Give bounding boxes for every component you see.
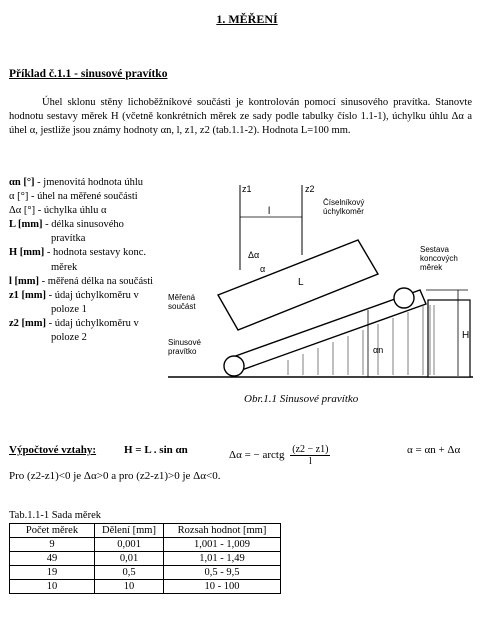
formula-dalpha: Δα = − arctg $\frac{(z2 - z1)}{l}$: [229, 444, 329, 467]
label-bar: Sinusové pravítko: [168, 338, 201, 356]
label-alphan: αn: [373, 345, 384, 355]
label-z2: z2: [305, 184, 315, 194]
table-row: 10 10 10 - 100: [10, 580, 281, 594]
label-H: H: [462, 330, 470, 341]
roller-right: [394, 288, 414, 308]
sine-bar-figure: [168, 180, 478, 385]
label-l: l: [268, 206, 271, 217]
legend-item: L [mm] - délka sinusového pravítka: [9, 219, 124, 245]
gauge-set-table: [9, 523, 281, 594]
example-title: Příklad č.1.1 - sinusové pravítko: [9, 68, 168, 80]
legend-item: z2 [mm] - údaj úchylkoměru v poloze 2: [9, 317, 139, 344]
legend-item: αn [°] - jmenovitá hodnota úhlu: [9, 177, 144, 188]
table-row: 19 0,5 0,5 - 9,5: [10, 566, 281, 580]
label-z1: z1: [242, 184, 252, 194]
task-text: Úhel sklonu stěny lichoběžníkové součásti je kontrolován pomocí sinusového pravítka. Stanovte hodnotu sestavy měrek H (včetně konkrétních měrek ze sady podle tabulky číslo 1.1-1), úchylku úhlu Δα a úhel α, jestliže jsou známy hodnoty αn, l, z1, z2 (tab.1.1-2). Hodnota L=100 mm.: [9, 97, 472, 136]
label-dial: Číselníkový úchylkoměr: [323, 198, 365, 216]
label-part: Měřená součást: [168, 293, 196, 311]
legend-item: Δα [°] - úchylka úhlu α: [9, 205, 107, 217]
formula-h: H = L . sin αn: [124, 444, 188, 456]
label-L: L: [298, 277, 304, 288]
condition-text: Pro (z2-z1)<0 je Δα>0 a pro (z2-z1)>0 je Δα<0.: [9, 470, 221, 482]
roller-left: [224, 356, 244, 376]
formulas-label: Výpočtové vztahy:: [9, 444, 97, 456]
page-title: 1. MĚŘENÍ: [216, 12, 278, 26]
figure-caption: Obr.1.1 Sinusové pravítko: [244, 393, 359, 405]
legend-item: H [mm] - hodnota sestavy konc. měrek: [9, 247, 147, 273]
formulas: [9, 440, 484, 470]
label-alpha: α: [260, 264, 266, 274]
formula-alpha: α = αn + Δα: [407, 444, 461, 456]
task-paragraph: [9, 96, 472, 138]
table-header: Počet měrek Dělení [mm] Rozsah hodnot [mm]: [10, 524, 281, 538]
table-title: Tab.1.1-1 Sada měrek: [9, 510, 101, 521]
table-row: 49 0,01 1,01 - 1,49: [10, 552, 281, 566]
legend-item: z1 [mm] - údaj úchylkoměru v poloze 1: [9, 289, 139, 315]
table-row: 9 0,001 1,001 - 1,009: [10, 538, 281, 552]
legend-item: α [°] - úhel na měřené součásti: [9, 191, 138, 203]
label-blocks: Sestava koncových měrek: [420, 245, 458, 272]
symbol-legend: [9, 176, 159, 345]
legend-item: l [mm] - měřená délka na součásti: [9, 275, 154, 287]
label-dalpha: Δα: [248, 250, 260, 260]
